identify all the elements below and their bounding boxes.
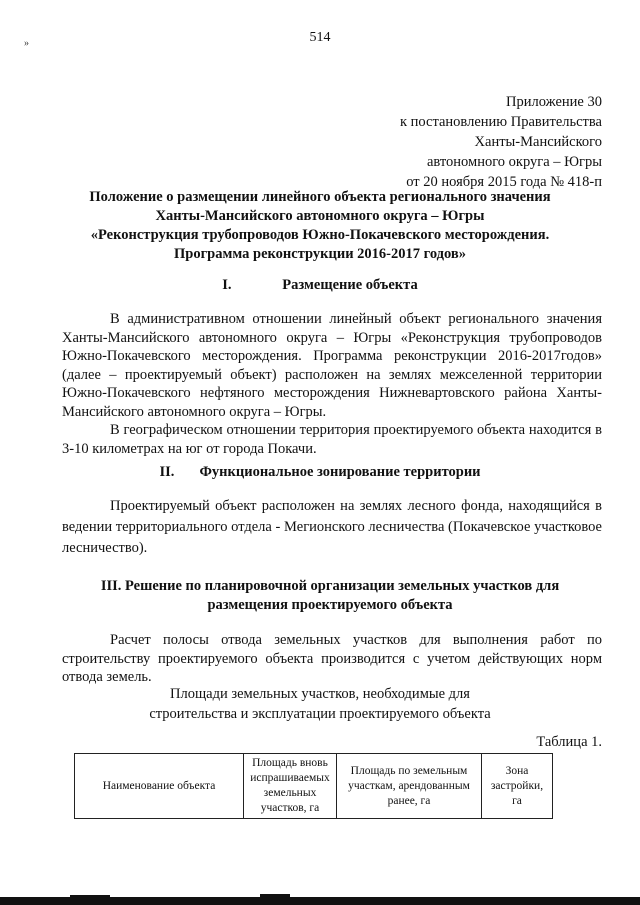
table-header-cell: Площадь вновь испрашиваемых земельных участков, га bbox=[244, 754, 337, 819]
table-header-cell: Площадь по земельным участкам, арендованным ранее, га bbox=[337, 754, 482, 819]
section-heading-3 bbox=[80, 577, 580, 615]
table-header-row bbox=[75, 754, 553, 819]
section-3-body bbox=[62, 631, 602, 687]
paragraph: Проектируемый объект расположен на землях лесного фонда, находящийся в ведении территориального отдела - Мегионского лесничества (Покачевское участковое лесничество). bbox=[62, 498, 602, 556]
area-table bbox=[74, 753, 553, 819]
appendix-line: автономного округа – Югры bbox=[426, 154, 602, 170]
section-number: I. bbox=[222, 277, 232, 293]
appendix-block bbox=[400, 92, 602, 192]
section-title: Функциональное зонирование территории bbox=[199, 464, 481, 480]
table-header-cell: Наименование объекта bbox=[75, 754, 244, 819]
page-number: 514 bbox=[309, 30, 331, 45]
section-1-body bbox=[62, 310, 602, 458]
section-2-body bbox=[62, 496, 602, 559]
section-title-line: размещения проектируемого объекта bbox=[207, 597, 453, 613]
title-line: Программа реконструкции 2016-2017 годов» bbox=[173, 246, 466, 262]
paragraph: В географическом отношении территория проектируемого объекта находится в 3-10 километрах на юг от города Покачи. bbox=[62, 422, 602, 457]
scan-artifact bbox=[0, 893, 640, 905]
title-line: Ханты-Мансийского автономного округа – Югры bbox=[155, 208, 485, 224]
paragraph: В административном отношении линейный объект регионального значения Ханты-Мансийского автономного округа – Югры «Реконструкция трубопроводов Южно-Покачевского месторождения. Программа реконструкции 2016-2017годов» (далее – проектируемый объект) расположен на землях межселенной территории Южно-Покачевского нефтяного месторождения Нижневартовского района Ханты-Мансийского автономного округа – Югры. bbox=[62, 311, 602, 420]
paragraph: Расчет полосы отвода земельных участков для выполнения работ по строительству проектируемого объекта производится с учетом действующих норм отвода земель. bbox=[62, 632, 602, 685]
table-label: Таблица 1. bbox=[536, 734, 602, 750]
appendix-line: от 20 ноября 2015 года № 418-п bbox=[406, 174, 602, 190]
table-header-cell: Зона застройки, га bbox=[482, 754, 553, 819]
table-caption bbox=[0, 684, 640, 724]
section-title: Размещение объекта bbox=[282, 277, 418, 293]
appendix-line: Приложение 30 bbox=[506, 94, 602, 110]
caption-line: строительства и эксплуатации проектируемого объекта bbox=[149, 706, 491, 722]
section-heading-1 bbox=[0, 277, 640, 294]
title-line: Положение о размещении линейного объекта регионального значения bbox=[89, 189, 551, 205]
section-number: II. bbox=[159, 464, 175, 480]
appendix-line: к постановлению Правительства bbox=[400, 114, 602, 130]
section-heading-2 bbox=[0, 464, 640, 481]
document-title bbox=[40, 188, 600, 264]
section-title-line: III. Решение по планировочной организации земельных участков для bbox=[100, 578, 560, 594]
appendix-line: Ханты-Мансийского bbox=[474, 134, 602, 150]
scan-mark: » bbox=[24, 38, 29, 49]
caption-line: Площади земельных участков, необходимые для bbox=[170, 686, 470, 702]
title-line: «Реконструкция трубопроводов Южно-Покачевского месторождения. bbox=[90, 227, 550, 243]
